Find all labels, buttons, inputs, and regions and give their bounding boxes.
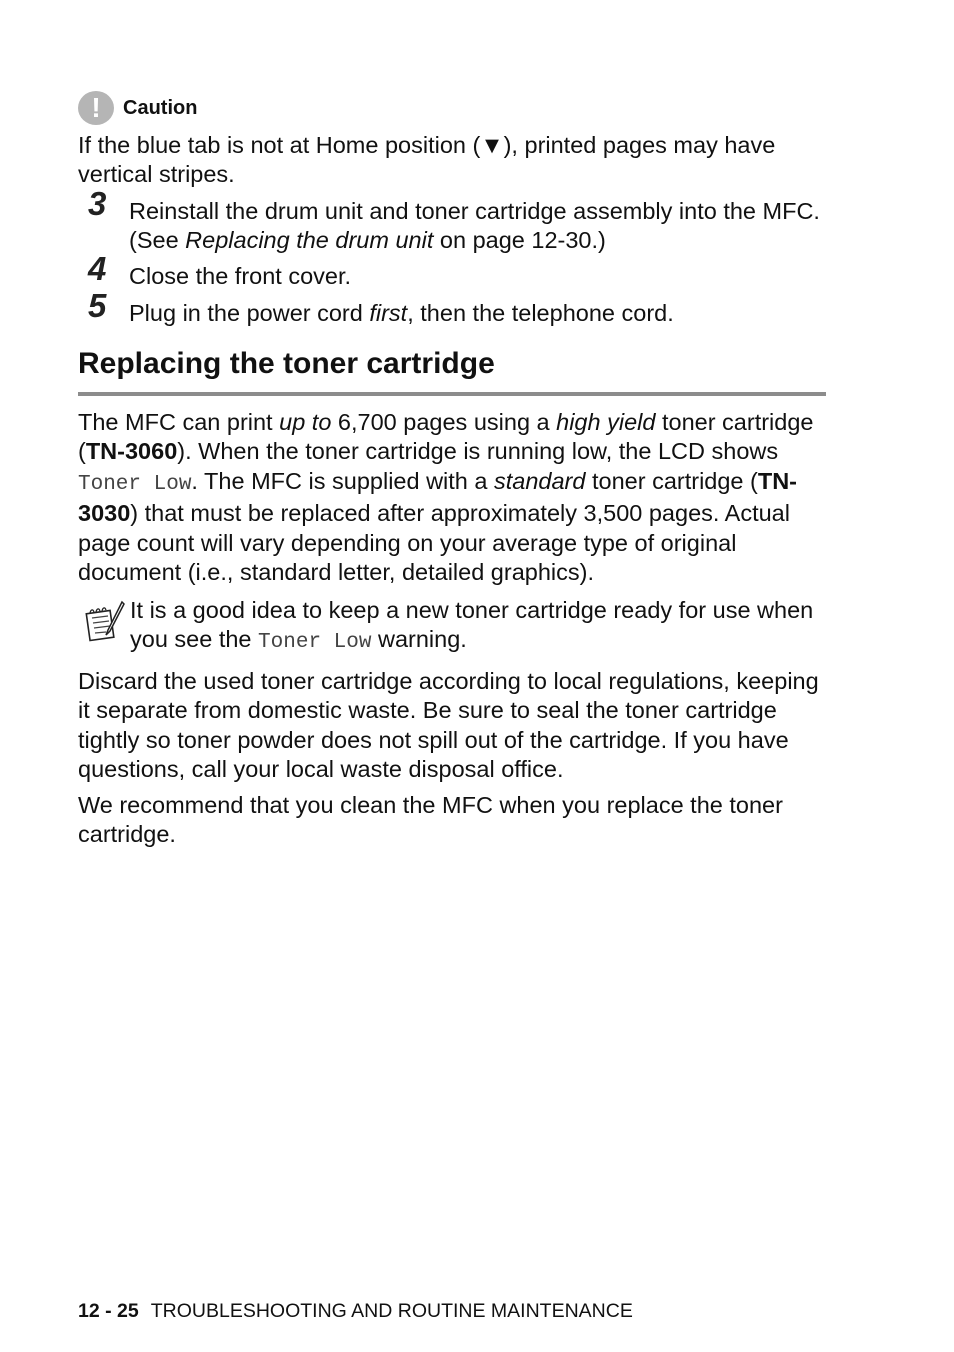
exclamation-circle-icon: ! bbox=[78, 91, 114, 125]
heading-rule bbox=[78, 392, 826, 396]
note-text: It is a good idea to keep a new toner cartridge ready for use when you see the Toner Low warning. bbox=[130, 597, 814, 655]
caution-header bbox=[78, 91, 197, 125]
page-number: 12 - 25 bbox=[78, 1300, 139, 1322]
step-4 bbox=[78, 250, 828, 291]
page-footer bbox=[78, 1300, 633, 1323]
lcd-message: Toner Low bbox=[258, 631, 372, 655]
step-number: 4 bbox=[88, 250, 107, 287]
step-5 bbox=[78, 287, 828, 328]
discard-paragraph: Discard the used toner cartridge according to local regulations, keeping it separate from domestic waste. Be sure to seal the toner cartridge tightly so toner powder does not spill out of the cartridge. If you have questions, call your local waste disposal office. bbox=[78, 668, 819, 783]
step-number: 5 bbox=[88, 287, 107, 324]
caution-label: Caution bbox=[123, 96, 198, 119]
step-text: Close the front cover. bbox=[129, 263, 352, 289]
intro-paragraph: The MFC can print up to 6,700 pages using a high yield toner cartridge (TN-3060). When the toner cartridge is running low, the LCD shows Toner Low. The MFC is supplied with a standard toner cartridge (TN-3030) that must be replaced after approximately 3,500 pages. Actual page count will vary depending on your average type of original document (i.e., standard letter, detailed graphics). bbox=[78, 409, 814, 586]
step-3 bbox=[78, 185, 828, 256]
notepad-pencil-icon bbox=[84, 600, 126, 642]
step-text: Plug in the power cord first, then the telephone cord. bbox=[129, 300, 674, 326]
chapter-title: TROUBLESHOOTING AND ROUTINE MAINTENANCE bbox=[150, 1300, 633, 1322]
model-tn-3060: TN-3060 bbox=[85, 438, 178, 465]
caution-text: If the blue tab is not at Home position (▼), printed pages may have vertical stripes. bbox=[78, 132, 776, 188]
recommend-paragraph: We recommend that you clean the MFC when you replace the toner cartridge. bbox=[78, 792, 783, 848]
section-heading: Replacing the toner cartridge bbox=[78, 347, 495, 380]
step-text: Reinstall the drum unit and toner cartridge assembly into the MFC. (See Replacing the drum unit on page 12-30.) bbox=[129, 198, 820, 254]
down-triangle-symbol: ▼ bbox=[480, 132, 504, 158]
step-number: 3 bbox=[88, 185, 107, 222]
model-tn-3030: TN-3030 bbox=[78, 467, 798, 527]
lcd-message: Toner Low bbox=[78, 472, 192, 496]
